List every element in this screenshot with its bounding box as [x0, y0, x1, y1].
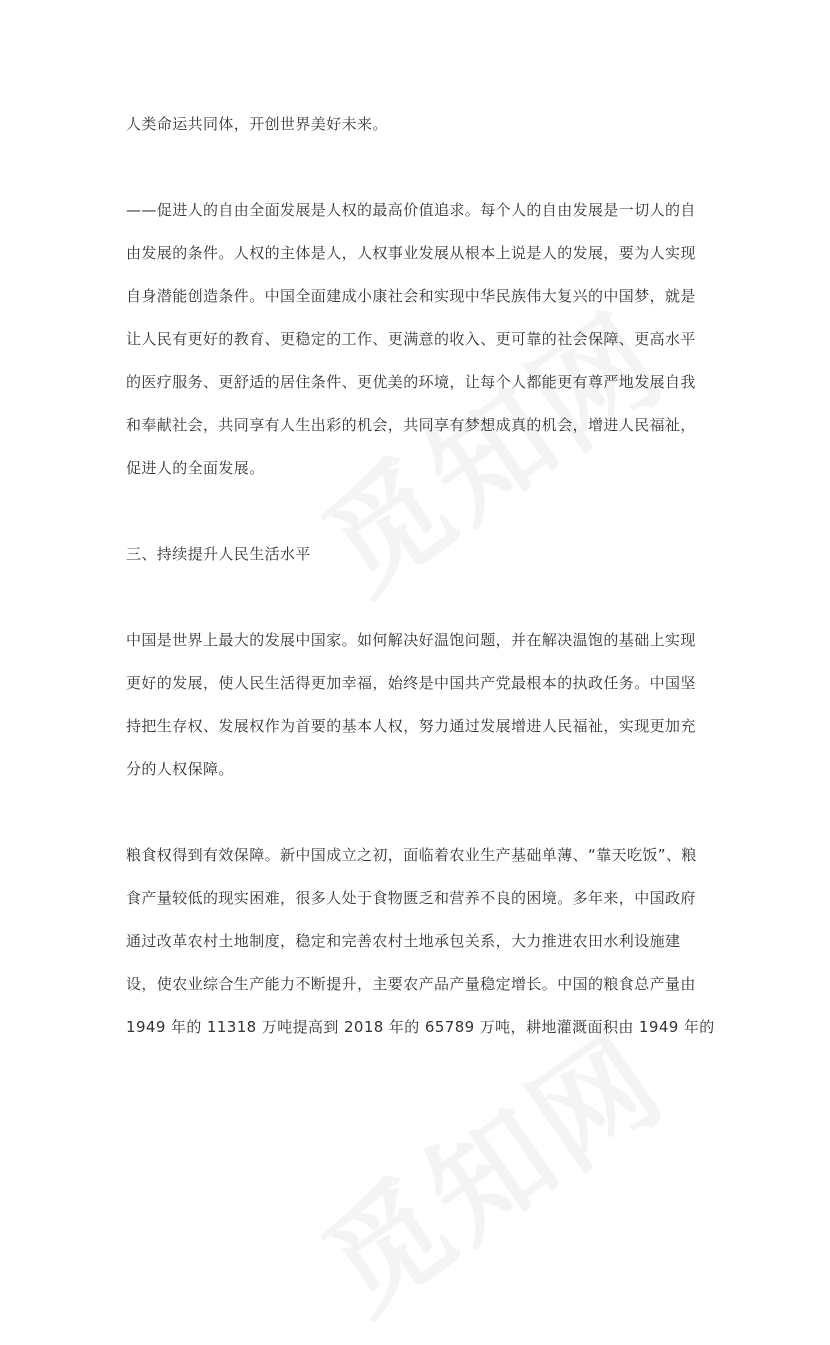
- watermark-bottom: [285, 987, 693, 1345]
- text-line: 人类命运共同体，开创世界美好未来。: [126, 115, 388, 133]
- text-line: 更好的发展，使人民生活得更加幸福，始终是中国共产党最根本的执政任务。中国坚: [126, 674, 696, 692]
- text-line: 设，使农业综合生产能力不断提升，主要农产品产量稳定增长。中国的粮食总产量由: [126, 975, 696, 993]
- text-line: 促进人的全面发展。: [126, 459, 265, 477]
- text-line: 让人民有更好的教育、更稳定的工作、更满意的收入、更可靠的社会保障、更高水平: [126, 330, 696, 348]
- text-line: ——促进人的自由全面发展是人权的最高价值追求。每个人的自由发展是一切人的自: [126, 201, 696, 219]
- text-line: 由发展的条件。人权的主体是人，人权事业发展从根本上说是人的发展，要为人实现: [126, 244, 696, 262]
- text-line: 的医疗服务、更舒适的居住条件、更优美的环境，让每个人都能更有尊严地发展自我: [126, 373, 696, 391]
- text-line: 中国是世界上最大的发展中国家。如何解决好温饱问题，并在解决温饱的基础上实现: [126, 631, 696, 649]
- section-heading: 三、持续提升人民生活水平: [126, 545, 311, 563]
- text-line: 通过改革农村土地制度，稳定和完善农村土地承包关系，大力推进农田水利设施建: [126, 932, 681, 950]
- text-line: 1949 年的 11318 万吨提高到 2018 年的 65789 万吨，耕地灌溉面积由 1949 年的: [126, 1018, 715, 1036]
- text-line: 粮食权得到有效保障。新中国成立之初，面临着农业生产基础单薄、“靠天吃饭”、粮: [126, 846, 697, 864]
- text-line: 食产量较低的现实困难，很多人处于食物匮乏和营养不良的困境。多年来，中国政府: [126, 889, 696, 907]
- text-line: 持把生存权、发展权作为首要的基本人权，努力通过发展增进人民福祉，实现更加充: [126, 717, 696, 735]
- text-line: 分的人权保障。: [126, 760, 234, 778]
- text-line: 和奉献社会，共同享有人生出彩的机会，共同享有梦想成真的机会，增进人民福祉，: [126, 416, 696, 434]
- watermark-top: [285, 267, 693, 625]
- text-line: 自身潜能创造条件。中国全面建成小康社会和实现中华民族伟大复兴的中国梦，就是: [126, 287, 696, 305]
